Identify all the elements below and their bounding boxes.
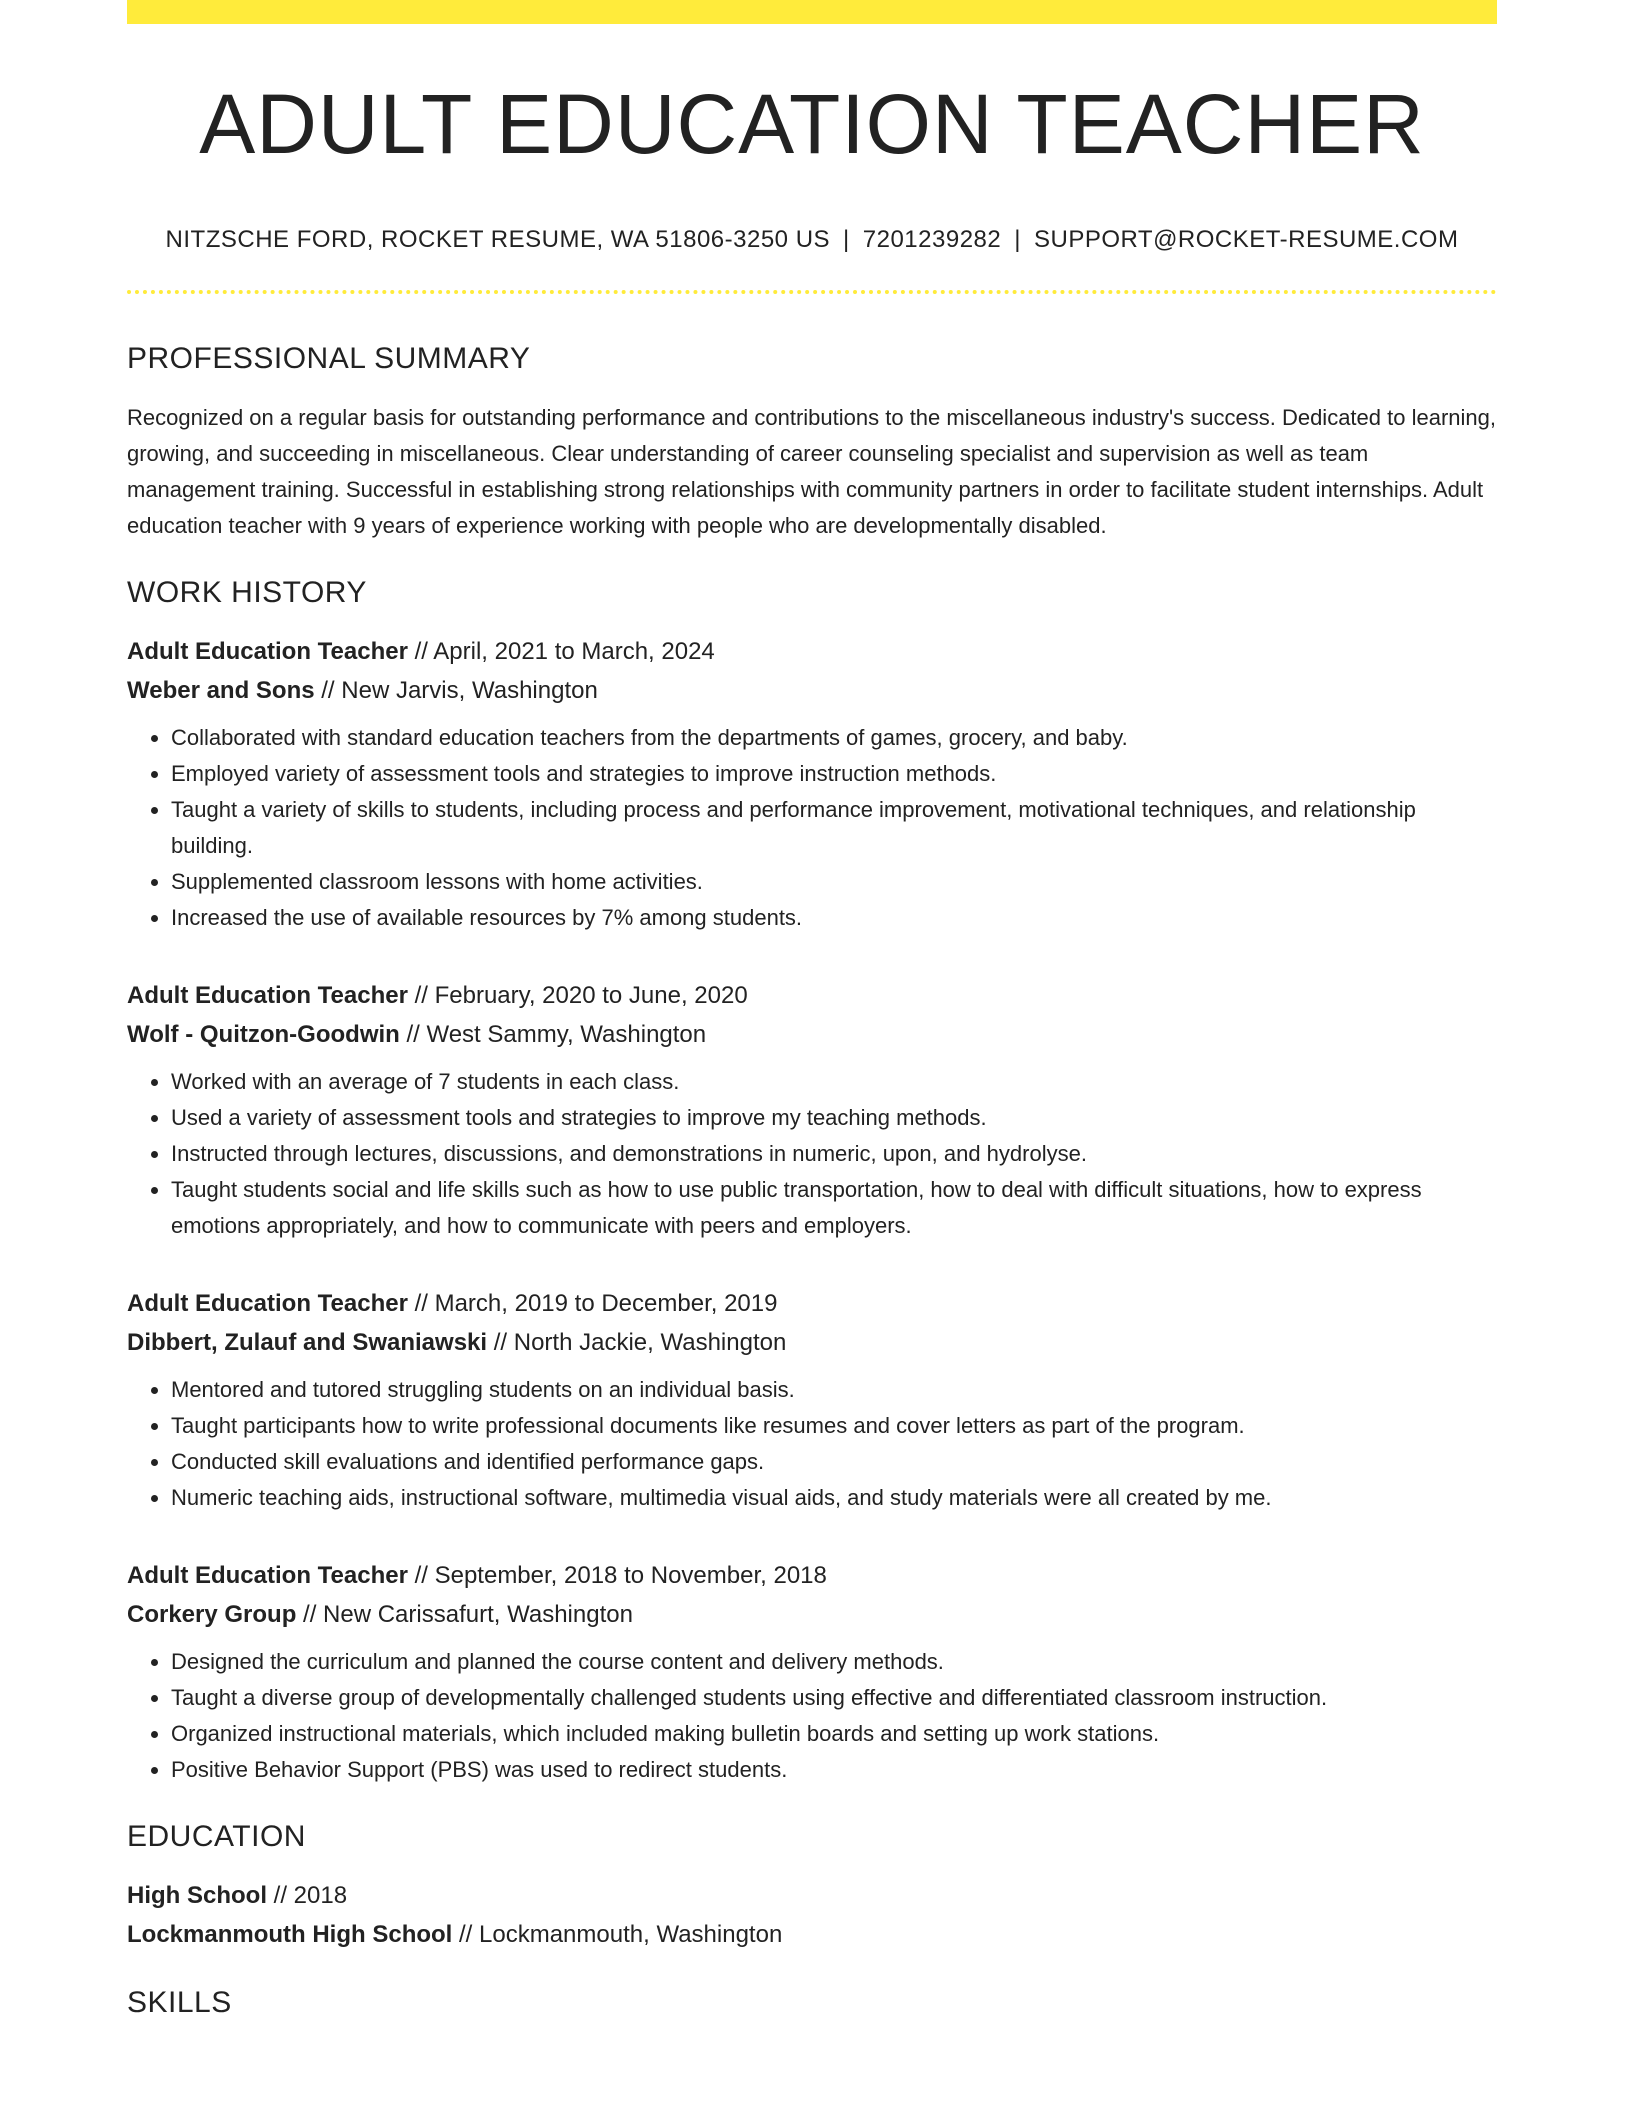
delimiter: // bbox=[452, 1921, 480, 1948]
education-location: Lockmanmouth, Washington bbox=[479, 1921, 783, 1948]
education-school-line bbox=[127, 1915, 1497, 1954]
contact-separator: | bbox=[843, 226, 850, 253]
education-degree-line bbox=[127, 1876, 1497, 1915]
job-entry bbox=[127, 1556, 1497, 1788]
education-year: 2018 bbox=[293, 1882, 348, 1909]
job-title-line bbox=[127, 632, 1497, 671]
job-bullet: • Taught a variety of skills to students, including process and performance improvement, motivational techniques, and relationship building. bbox=[171, 792, 1497, 864]
education-heading: EDUCATION bbox=[127, 1820, 306, 1853]
delimiter: // bbox=[407, 1562, 435, 1589]
job-bullet: • Taught participants how to write professional documents like resumes and cover letters as part of the program. bbox=[171, 1408, 1497, 1444]
job-bullet: • Numeric teaching aids, instructional software, multimedia visual aids, and study materials were all created by me. bbox=[171, 1480, 1497, 1516]
job-bullet: • Supplemented classroom lessons with home activities. bbox=[171, 864, 1497, 900]
job-bullet: • Increased the use of available resources by 7% among students. bbox=[171, 900, 1497, 936]
contact-address: NITZSCHE FORD, ROCKET RESUME, WA 51806-3250 US bbox=[165, 226, 831, 253]
job-bullet: • Organized instructional materials, which included making bulletin boards and setting up work stations. bbox=[171, 1716, 1497, 1752]
job-title: Adult Education Teacher bbox=[127, 1290, 408, 1317]
education-entry bbox=[127, 1876, 1497, 1954]
skills-heading: SKILLS bbox=[127, 1986, 232, 2019]
job-company-line bbox=[127, 1595, 1497, 1634]
contact-line bbox=[127, 228, 1497, 252]
education-degree: High School bbox=[127, 1882, 267, 1909]
accent-bar bbox=[127, 0, 1497, 24]
job-dates: April, 2021 to March, 2024 bbox=[433, 638, 715, 665]
job-bullet: • Employed variety of assessment tools and strategies to improve instruction methods. bbox=[171, 756, 1497, 792]
job-bullet: • Designed the curriculum and planned the course content and delivery methods. bbox=[171, 1644, 1497, 1680]
job-bullet: • Conducted skill evaluations and identified performance gaps. bbox=[171, 1444, 1497, 1480]
job-bullet: • Instructed through lectures, discussions, and demonstrations in numeric, upon, and hydrolyse. bbox=[171, 1136, 1497, 1172]
job-bullets bbox=[127, 1372, 1497, 1516]
job-bullet: • Used a variety of assessment tools and strategies to improve my teaching methods. bbox=[171, 1100, 1497, 1136]
delimiter: // bbox=[267, 1882, 294, 1909]
job-company: Weber and Sons bbox=[127, 677, 315, 704]
summary-text: Recognized on a regular basis for outstanding performance and contributions to the miscellaneous industry's success. Dedicated to learning, growing, and succeeding in miscellaneous. Clear understanding of career counseling specialist and supervision as well as team management training. Successful in establishing strong relationships with community partners in order to facilitate student internships. Adult education teacher with 9 years of experience working with people who are developmentally disabled. bbox=[127, 405, 1496, 538]
job-entry bbox=[127, 976, 1497, 1244]
dotted-divider bbox=[127, 290, 1497, 294]
job-company: Wolf - Quitzon-Goodwin bbox=[127, 1021, 400, 1048]
education-school: Lockmanmouth High School bbox=[127, 1921, 453, 1948]
job-location: North Jackie, Washington bbox=[513, 1329, 787, 1356]
job-bullet: • Positive Behavior Support (PBS) was used to redirect students. bbox=[171, 1752, 1497, 1788]
job-title-line bbox=[127, 1284, 1497, 1323]
contact-email: SUPPORT@ROCKET-RESUME.COM bbox=[1033, 226, 1459, 253]
job-bullets bbox=[127, 1064, 1497, 1244]
delimiter: // bbox=[314, 677, 342, 704]
job-bullet: • Taught students social and life skills such as how to use public transportation, how to deal with difficult situations, how to express emotions appropriately, and how to communicate with peers and employers. bbox=[171, 1172, 1497, 1244]
contact-phone: 7201239282 bbox=[862, 226, 1002, 253]
job-company: Dibbert, Zulauf and Swaniawski bbox=[127, 1329, 488, 1356]
delimiter: // bbox=[407, 1290, 435, 1317]
job-company-line bbox=[127, 1015, 1497, 1054]
resume-title: ADULT EDUCATION TEACHER bbox=[199, 77, 1425, 171]
delimiter: // bbox=[407, 638, 434, 665]
work-history-heading: WORK HISTORY bbox=[127, 576, 367, 609]
job-company: Corkery Group bbox=[127, 1601, 297, 1628]
job-bullet: • Collaborated with standard education teachers from the departments of games, grocery, and baby. bbox=[171, 720, 1497, 756]
job-title: Adult Education Teacher bbox=[127, 1562, 408, 1589]
job-dates: September, 2018 to November, 2018 bbox=[434, 1562, 827, 1589]
job-location: New Jarvis, Washington bbox=[341, 677, 598, 704]
job-dates: March, 2019 to December, 2019 bbox=[434, 1290, 778, 1317]
delimiter: // bbox=[296, 1601, 324, 1628]
job-dates: February, 2020 to June, 2020 bbox=[434, 982, 748, 1009]
job-title: Adult Education Teacher bbox=[127, 638, 408, 665]
delimiter: // bbox=[407, 982, 435, 1009]
summary-heading: PROFESSIONAL SUMMARY bbox=[127, 342, 531, 375]
contact-separator: | bbox=[1014, 226, 1021, 253]
job-entry bbox=[127, 632, 1497, 936]
job-title-line bbox=[127, 976, 1497, 1015]
job-title: Adult Education Teacher bbox=[127, 982, 408, 1009]
job-company-line bbox=[127, 671, 1497, 710]
job-bullet: • Worked with an average of 7 students in each class. bbox=[171, 1064, 1497, 1100]
job-bullets bbox=[127, 1644, 1497, 1788]
job-location: West Sammy, Washington bbox=[426, 1021, 707, 1048]
job-entry bbox=[127, 1284, 1497, 1516]
job-bullets bbox=[127, 720, 1497, 936]
delimiter: // bbox=[399, 1021, 427, 1048]
job-title-line bbox=[127, 1556, 1497, 1595]
job-company-line bbox=[127, 1323, 1497, 1362]
resume-page bbox=[127, 0, 1497, 2018]
job-location: New Carissafurt, Washington bbox=[323, 1601, 633, 1628]
job-bullet: • Mentored and tutored struggling students on an individual basis. bbox=[171, 1372, 1497, 1408]
work-history-list bbox=[127, 632, 1497, 1788]
job-bullet: • Taught a diverse group of developmentally challenged students using effective and differentiated classroom instruction. bbox=[171, 1680, 1497, 1716]
delimiter: // bbox=[487, 1329, 514, 1356]
